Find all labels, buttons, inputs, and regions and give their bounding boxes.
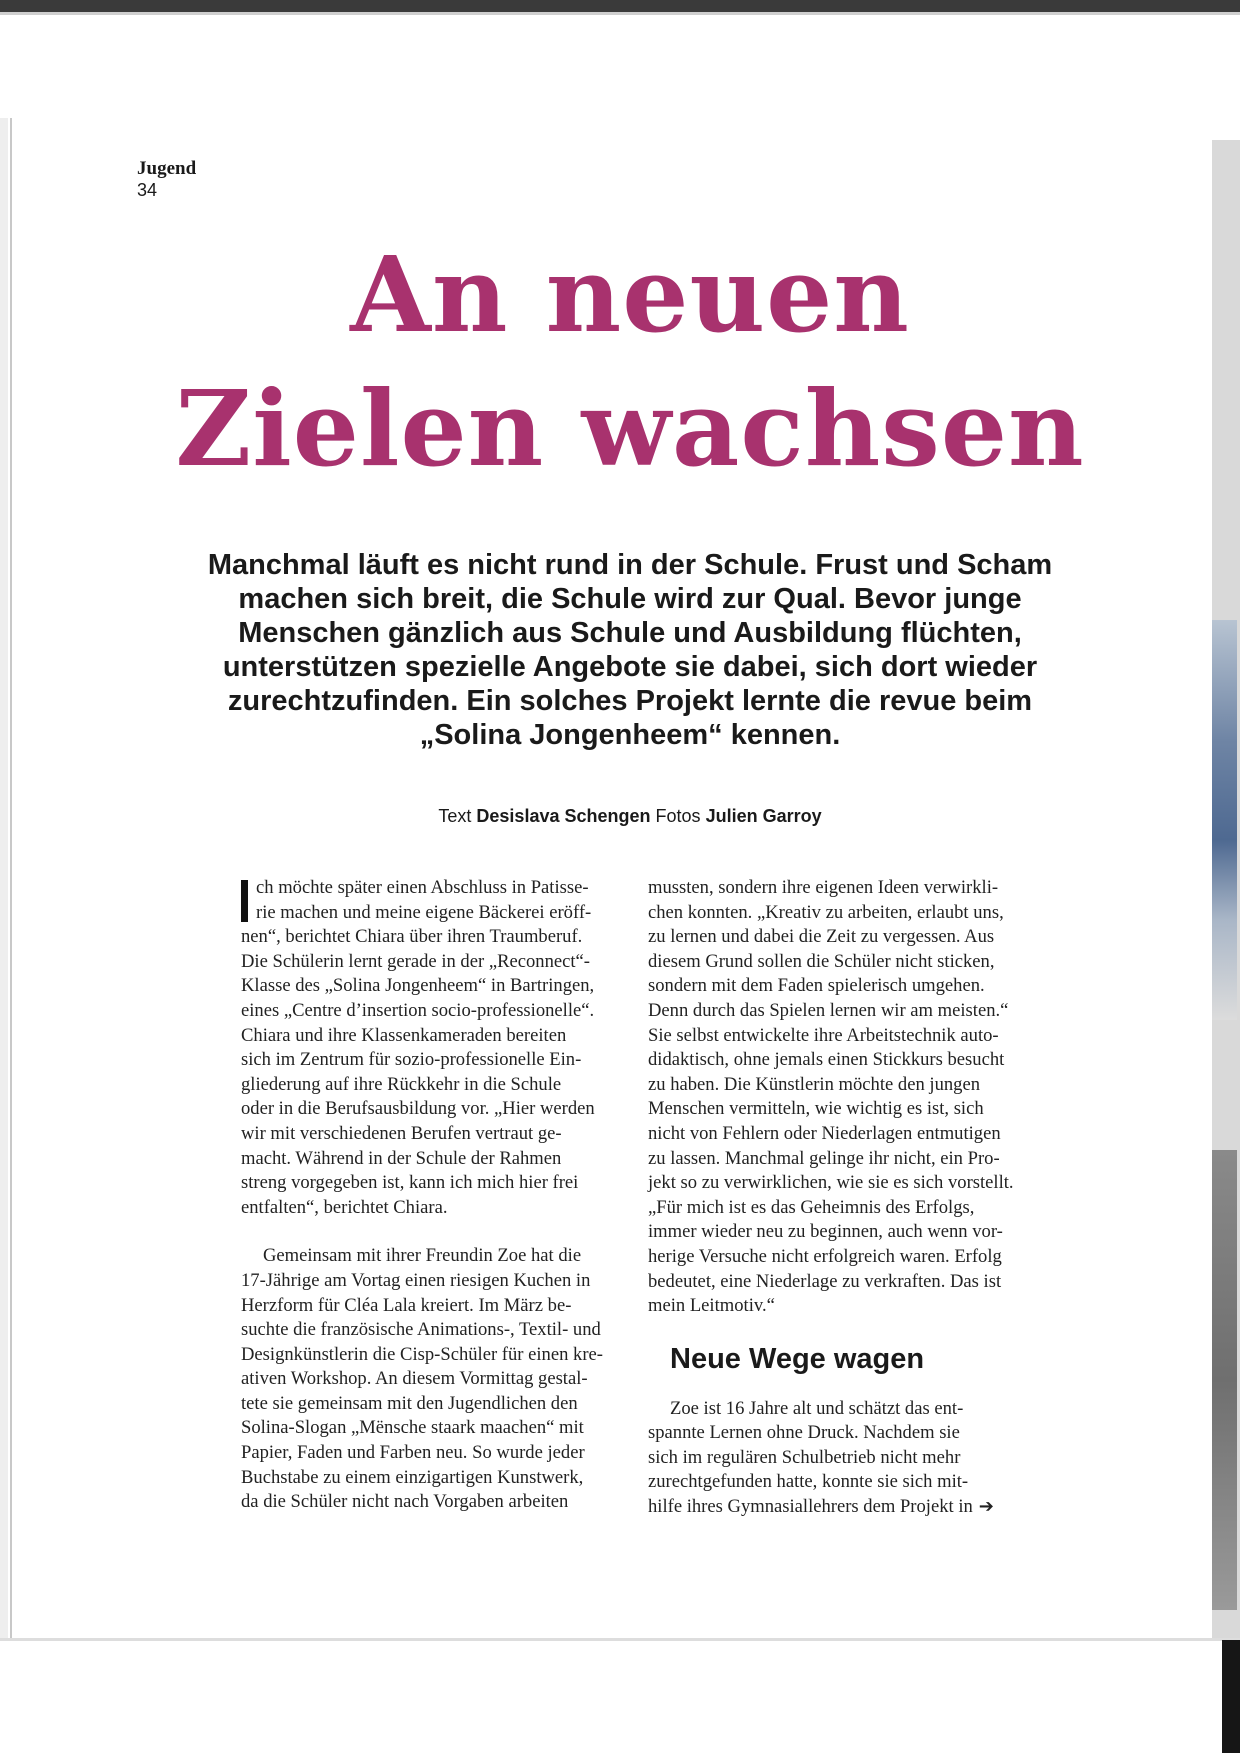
text-line: entfalten“, berichtet Chiara. (241, 1196, 448, 1218)
headline-line-1: An neuen (350, 233, 910, 356)
text-line: „Für mich ist es das Geheimnis des Erfolgs, (648, 1196, 975, 1218)
text-line: immer wieder neu zu beginnen, auch wenn vor- (648, 1221, 1003, 1243)
text-line: Sie selbst entwickelte ihre Arbeitstechnik auto- (648, 1024, 999, 1046)
text-line: sich im Zentrum für sozio-professionelle Ein- (241, 1049, 582, 1071)
author-name: Desislava Schengen (476, 806, 651, 826)
text-line: spannte Lernen ohne Druck. Nachdem sie (648, 1422, 960, 1444)
article-column-1 (241, 876, 621, 1515)
text-line: zu haben. Die Künstlerin möchte den jungen (648, 1073, 981, 1095)
text-line: gliederung auf ihre Rückkehr in die Schule (241, 1073, 562, 1095)
headline (130, 228, 1130, 496)
text-line: oder in die Berufsausbildung vor. „Hier werden (241, 1098, 595, 1120)
text-line: tete sie gemeinsam mit den Jugendlichen den (241, 1392, 578, 1414)
text-line: Herzform für Cléa Lala kreiert. Im März be- (241, 1294, 572, 1316)
text-line: Menschen vermitteln, wie wichtig es ist, sich (648, 1098, 984, 1120)
text-line: chen konnten. „Kreativ zu arbeiten, erlaubt uns, (648, 901, 1004, 923)
paragraph-gap (241, 1220, 621, 1244)
text-line: rie machen und meine eigene Bäckerei eröff- (256, 901, 592, 923)
text-line: ch möchte später einen Abschluss in Patisse- (256, 877, 589, 898)
text-line: suchte die französische Animations-, Textil- und (241, 1319, 601, 1341)
text-line: sondern mit dem Faden spielerisch umgehen. (648, 975, 985, 997)
column-1-paragraph-2 (241, 1244, 621, 1515)
text-line: Solina-Slogan „Mënsche staark maachen“ mit (241, 1417, 584, 1439)
text-line: hilfe ihres Gymnasiallehrers dem Projekt in ➔ (648, 1496, 994, 1518)
text-line: diesem Grund sollen die Schüler nicht sticken, (648, 950, 995, 972)
text-line: Chiara und ihre Klassenkameraden bereiten (241, 1024, 567, 1046)
scan-top-shadow (0, 12, 1240, 15)
page-number: 34 (137, 180, 158, 200)
text-line: jekt so zu verwirklichen, wie sie es sich vorstellt. (648, 1172, 1014, 1194)
column-2-paragraph-2 (648, 1397, 1028, 1520)
drop-cap-i (241, 880, 248, 922)
text-line: sich im regulären Schulbetrieb nicht mehr (648, 1446, 961, 1468)
section-label: Jugend (137, 158, 197, 179)
text-line: Denn durch das Spielen lernen wir am meisten.“ (648, 999, 1009, 1021)
lead-paragraph: Manchmal läuft es nicht rund in der Schule. Frust und Scham machen sich breit, die Schule wird zur Qual. Bevor junge Menschen gänzlich aus Schule und Ausbildung flüchten, unterstützen spezielle Angebote sie dabei, sich dort wieder zurechtzufinden. Ein solches Projekt lernte die revue beim „Solina Jongenheem“ kennen. (207, 549, 1053, 751)
text-line: didaktisch, ohne jemals einen Stickkurs besucht (648, 1049, 1005, 1071)
text-line: Designkünstlerin die Cisp-Schüler für einen kre- (241, 1343, 603, 1365)
text-label: Text (438, 806, 472, 826)
text-line: Buchstabe zu einem einzigartigen Kunstwerk, (241, 1466, 584, 1488)
byline (380, 806, 880, 827)
text-line: herige Versuche nicht erfolgreich waren. Erfolg (648, 1245, 1002, 1267)
text-line: nicht von Fehlern oder Niederlagen entmutigen (648, 1122, 1001, 1144)
text-line: eines „Centre d’insertion socio-professionelle“. (241, 999, 595, 1021)
text-line: Die Schülerin lernt gerade in der „Reconnect“- (241, 950, 590, 972)
text-line: Klasse des „Solina Jongenheem“ in Bartringen, (241, 975, 595, 997)
scan-bottom-right-corner (1222, 1640, 1240, 1753)
text-line: ativen Workshop. An diesem Vormittag gestal- (241, 1368, 588, 1390)
text-line: wir mit verschiedenen Berufen vertraut ge- (241, 1122, 562, 1144)
photographer-name: Julien Garroy (705, 806, 822, 826)
text-line: zurechtgefunden hatte, konnte sie sich mit- (648, 1471, 969, 1493)
text-line: 17-Jährige am Vortag einen riesigen Kuchen in (241, 1269, 591, 1291)
text-line: Gemeinsam mit ihrer Freundin Zoe hat die (263, 1245, 582, 1267)
text-line: nen“, berichtet Chiara über ihren Traumberuf. (241, 926, 583, 948)
text-line: Zoe ist 16 Jahre alt und schätzt das ent- (670, 1397, 964, 1419)
text-line: mein Leitmotiv.“ (648, 1295, 775, 1317)
scan-bottom-shadow (0, 1638, 1240, 1641)
text-line: Papier, Faden und Farben neu. So wurde jeder (241, 1442, 585, 1464)
subheading: Neue Wege wagen (670, 1342, 925, 1375)
article-column-2 (648, 876, 1028, 1520)
text-line: macht. Während in der Schule der Rahmen (241, 1147, 562, 1169)
scan-top-border (0, 0, 1240, 12)
photo-label: Fotos (655, 806, 701, 826)
text-line: zu lassen. Manchmal gelinge ihr nicht, ein Pro- (648, 1147, 1000, 1169)
headline-line-2: Zielen wachsen (175, 367, 1085, 490)
text-line: mussten, sondern ihre eigenen Ideen verwirkli- (648, 877, 999, 898)
column-1-paragraph-1 (241, 876, 621, 1220)
text-line: bedeutet, eine Niederlage zu verkraften. Das ist (648, 1270, 1002, 1292)
continue-arrow-icon: ➔ (978, 1496, 994, 1518)
text-line: da die Schüler nicht nach Vorgaben arbeiten (241, 1491, 569, 1513)
scan-left-edge (0, 118, 8, 1638)
column-2-paragraph-1 (648, 876, 1028, 1319)
text-line: zu lernen und dabei die Zeit zu vergessen. Aus (648, 926, 995, 948)
text-line: streng vorgegeben ist, kann ich mich hier frei (241, 1172, 579, 1194)
